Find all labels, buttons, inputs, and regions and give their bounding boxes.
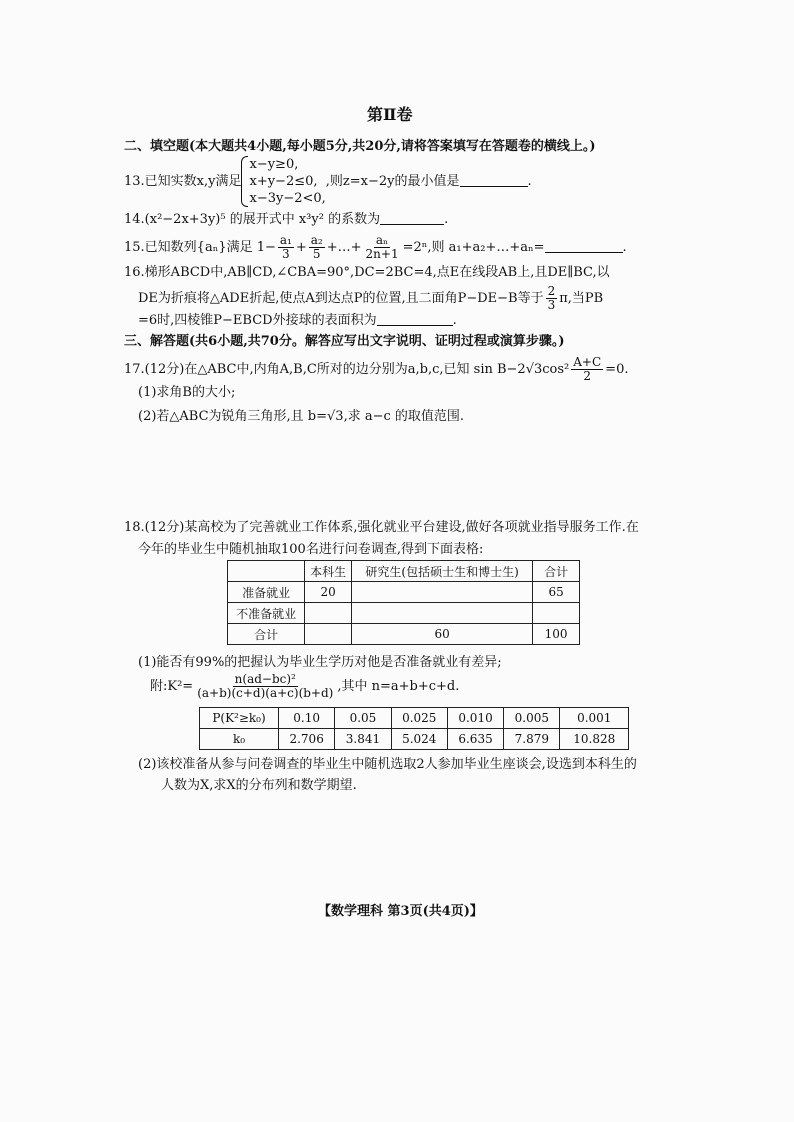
- q13-suffix: ,则z=x−2y的最小值是: [325, 174, 460, 189]
- table-cell: 不准备就业: [228, 603, 305, 624]
- table-row: [200, 729, 629, 750]
- q16-line2-text: DE为折痕将△ADE折起,使点A到达点P的位置,且二面角P−DE−B等于: [138, 291, 544, 306]
- table-row: [228, 603, 580, 624]
- question-14: 14.(x²−2x+3y)⁵ 的展开式中 x³y² 的系数为 .: [124, 212, 449, 227]
- table-cell: 0.05: [335, 708, 391, 729]
- table-cell: [533, 603, 580, 624]
- question-15: 15.已知数列{aₙ}满足 1− $\frac{\text{a₁}}{3}$ + $\frac{\text{a₂}}{5}$ +…+ $\frac{\text{aₙ}}{2n+1}$ =2ⁿ,则 a₁+a₂+…+aₙ= .: [124, 233, 627, 261]
- table-cell: 100: [533, 624, 580, 645]
- q15-plus: +: [295, 240, 307, 255]
- q16-fraction: $\frac{2}{3}$: [547, 284, 556, 312]
- table-cell: 0.005: [504, 708, 560, 729]
- table-cell: [351, 603, 532, 624]
- question-16-line-2: [138, 285, 603, 312]
- question-18-part-2-line-1: (2)该校准备从参与问卷调查的毕业生中随机选取2人参加毕业生座谈会,设选到本科生的: [138, 757, 637, 772]
- table-cell: 60: [351, 624, 532, 645]
- table-row: [228, 561, 580, 582]
- critical-value-table: [199, 707, 629, 750]
- section-3-heading: 三、解答题(共6小题,共70分。解答应写出文字说明、证明过程或演算步骤。): [124, 334, 565, 349]
- formula-prefix: 附:K²=: [150, 679, 194, 694]
- table-cell: 0.025: [391, 708, 447, 729]
- question-18-part-1: (1)能否有99%的把握认为毕业生学历对他是否准备就业有差异;: [138, 655, 502, 670]
- table-cell: 7.879: [504, 729, 560, 750]
- q15-prefix: 15.已知数列{aₙ}满足 1−: [124, 240, 276, 255]
- survey-table: [227, 560, 580, 645]
- q14-answer-blank: [380, 223, 444, 225]
- table-cell: [228, 561, 305, 582]
- table-cell: 合计: [228, 624, 305, 645]
- q15-fraction-1: $\frac{\text{a₁}}{3}$: [279, 233, 292, 261]
- question-17-part-1: (1)求角B的大小;: [138, 385, 236, 400]
- table-row: [228, 582, 580, 603]
- q15-fraction-2: $\frac{\text{a₂}}{5}$: [310, 233, 323, 261]
- chi-square-formula: [150, 673, 459, 701]
- table-cell: 2.706: [279, 729, 335, 750]
- table-row: [200, 708, 629, 729]
- question-18-stem-1: 18.(12分)某高校为了完善就业工作体系,强化就业平台建设,做好各项就业指导服务工作.在: [124, 520, 639, 535]
- table-cell: 准备就业: [228, 582, 305, 603]
- q17-stem-text: 17.(12分)在△ABC中,内角A,B,C所对的边分别为a,b,c,已知 sin B−2√3cos²: [124, 362, 570, 377]
- table-cell: [305, 603, 352, 624]
- q15-ellipsis: +…+: [326, 240, 362, 255]
- table-cell: 本科生: [305, 561, 352, 582]
- table-row: [228, 624, 580, 645]
- question-18-stem-2: 今年的毕业生中随机抽取100名进行问卷调查,得到下面表格:: [138, 542, 484, 557]
- q17-fraction: $\frac{A+C}{2}$: [573, 355, 602, 383]
- question-13: 13.已知实数x,y满足 x−y≥0, x+y−2≤0, x−3y−2<0, ,则z=x−2y的最小值是 .: [124, 157, 532, 206]
- q15-fraction-n: $\frac{\text{aₙ}}{2n+1}$: [365, 233, 399, 261]
- q16-answer-blank: [377, 324, 453, 326]
- page-footer: 【数学理科 第3页(共4页)】: [318, 904, 483, 919]
- table-cell: 合计: [533, 561, 580, 582]
- table-cell: 研究生(包括硕士生和博士生): [351, 561, 532, 582]
- q13-constraint-3: x−3y−2<0,: [249, 191, 326, 206]
- table-cell: 0.001: [560, 708, 629, 729]
- q15-suffix: =2ⁿ,则 a₁+a₂+…+aₙ=: [402, 240, 545, 255]
- q13-constraint-system: [241, 156, 325, 207]
- question-18-part-2-line-2: 人数为X,求X的分布列和数学期望.: [161, 778, 357, 793]
- q13-constraint-2: x+y−2≤0,: [249, 174, 318, 189]
- table-cell: [351, 582, 532, 603]
- table-cell: k₀: [200, 729, 279, 750]
- table-cell: 65: [533, 582, 580, 603]
- table-cell: 3.841: [335, 729, 391, 750]
- question-17-part-2: (2)若△ABC为锐角三角形,且 b=√3,求 a−c 的取值范围.: [138, 409, 465, 424]
- table-cell: P(K²≥k₀): [200, 708, 279, 729]
- question-16-line-3: =6时,四棱锥P−EBCD外接球的表面积为 .: [138, 313, 457, 328]
- q13-constraint-1: x−y≥0,: [249, 157, 299, 172]
- q16-line3-text: =6时,四棱锥P−EBCD外接球的表面积为: [138, 313, 377, 328]
- table-cell: 5.024: [391, 729, 447, 750]
- table-cell: 6.635: [447, 729, 503, 750]
- table-cell: 20: [305, 582, 352, 603]
- q13-answer-blank: [460, 185, 528, 187]
- formula-fraction: $\frac{\text{n(ad−bc)²}}{(a+b)(c+d)(a+c)(b+d)}$: [197, 672, 334, 700]
- q15-answer-blank: [545, 251, 623, 253]
- q16-line2-end: π,当PB: [559, 291, 604, 306]
- table-cell: 0.10: [279, 708, 335, 729]
- q13-prefix: 13.已知实数x,y满足: [124, 174, 242, 189]
- question-16-line-1: 16.梯形ABCD中,AB∥CD,∠CBA=90°,DC=2BC=4,点E在线段AB上,且DE∥BC,以: [124, 265, 610, 280]
- formula-suffix: ,其中 n=a+b+c+d.: [337, 679, 460, 694]
- question-17-stem: [124, 356, 628, 383]
- table-cell: [305, 624, 352, 645]
- table-cell: 0.010: [447, 708, 503, 729]
- table-cell: 10.828: [560, 729, 629, 750]
- section-2-heading: 二、填空题(本大题共4小题,每小题5分,共20分,请将答案填写在答题卷的横线上。): [124, 139, 596, 154]
- page-title: 第Ⅱ卷: [367, 105, 413, 124]
- q14-text: 14.(x²−2x+3y)⁵ 的展开式中 x³y² 的系数为: [124, 212, 381, 227]
- q17-stem-end: =0.: [605, 362, 629, 377]
